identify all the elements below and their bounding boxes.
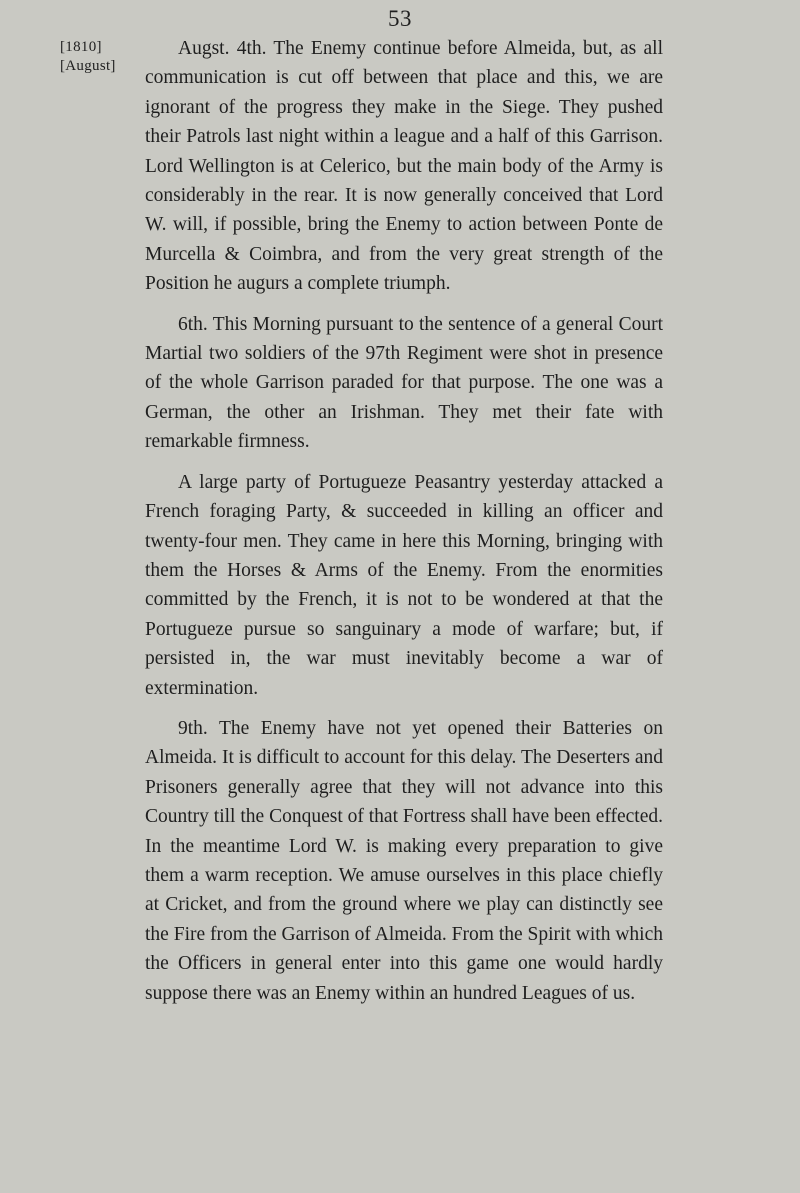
journal-text [145,34,663,1019]
paragraph-6th: 6th. This Morning pursuant to the sentence of a general Court Martial two soldiers of the 97th Regiment were shot in presence of the whole Garrison paraded for that purpose. The one was a German, the other an Irishman. They met their fate with remarkable firmness. [145,313,663,453]
paragraph-9th: 9th. The Enemy have not yet opened their Batteries on Almeida. It is difficult to account for this delay. The Deserters and Prisoners generally agree that they will not advance into this Country till the Conquest of that Fortress shall have been effected. In the meantime Lord W. is making every preparation to give them a warm reception. We amuse ourselves in this place chiefly at Cricket, and from the ground where we play can distinctly see the Fire from the Garrison of Almeida. From the Spirit with which the Officers in general enter into this game one would hardly suppose there was an Enemy within an hundred Leagues of us. [145,717,663,1004]
margin-note [60,38,116,76]
margin-note-year: [1810] [60,39,102,55]
paragraph-portugueze-peasantry: A large party of Portugueze Peasantry yesterday attacked a French foraging Party, & succeeded in killing an officer and twenty-four men. They came in here this Morning, bringing with them the Horses & Arms of the Enemy. From the enormities committed by the French, it is not to be wondered at that the Portugueze pursue so sanguinary a mode of warfare; but, if persisted in, the war must inevitably become a war of extermination. [145,471,663,699]
margin-note-month: [August] [60,58,116,74]
paragraph-aug-4: Augst. 4th. The Enemy continue before Almeida, but, as all communication is cut off between that place and this, we are ignorant of the progress they make in the Siege. They pushed their Patrols last night within a league and a half of this Garrison. Lord Wellington is at Celerico, but the main body of the Army is considerably in the rear. It is now generally conceived that Lord W. will, if possible, bring the Enemy to action between Ponte de Murcella & Coimbra, and from the very great strength of the Position he augurs a complete triumph. [145,38,663,295]
page-number: 53 [388,6,412,31]
